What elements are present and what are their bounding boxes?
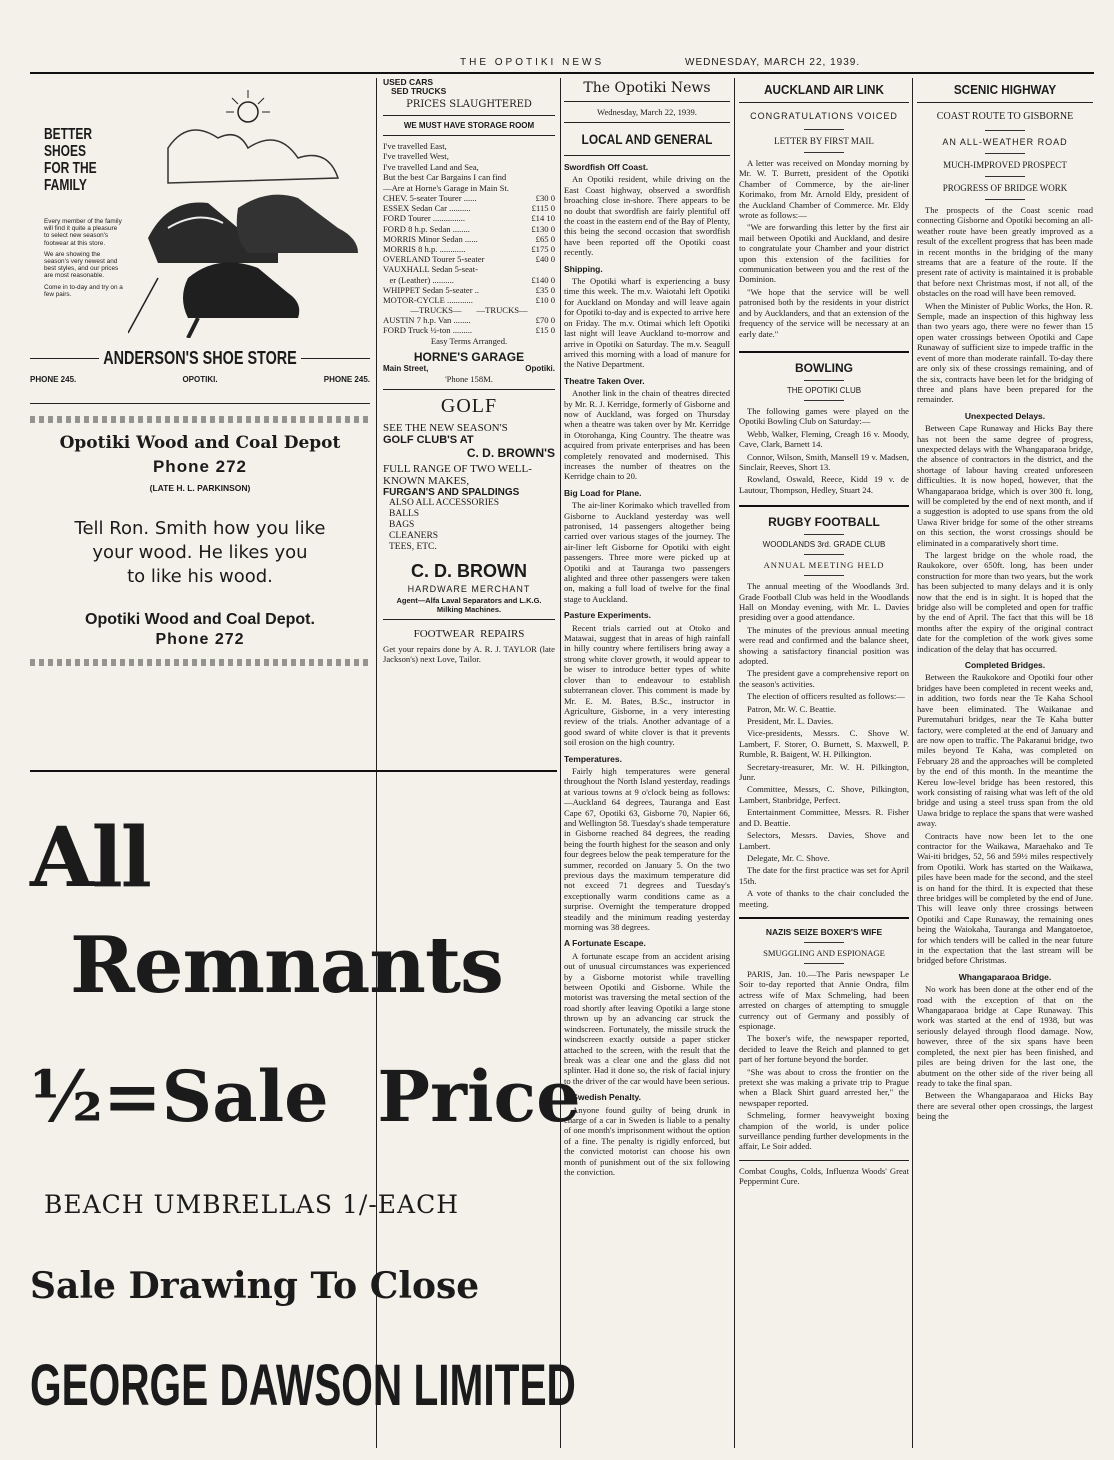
- column-rule: [734, 78, 735, 1448]
- article-heading: Temperatures.: [564, 753, 622, 764]
- article-text: Schmeling, former heavyweight boxing champion of the world, is under police surveillance pending further developments in the affair, Le Soir added.: [739, 1110, 909, 1152]
- divider: [917, 102, 1093, 103]
- repairs-advert: [383, 628, 555, 665]
- divider: [564, 155, 730, 156]
- car-name: MORRIS 8 h.p. ............: [383, 244, 466, 255]
- wood-slogan-line: Tell Ron. Smith how you like: [74, 518, 326, 539]
- ads-column-2: [383, 78, 555, 768]
- golf-accessory: TEES, ETC.: [389, 541, 437, 552]
- airlink-title: AUCKLAND AIR LINK: [764, 82, 884, 97]
- golf-accessory: BALLS: [389, 508, 420, 519]
- car-name: FORD 8 h.p. Sedan ........: [383, 223, 470, 234]
- divider: [985, 153, 1025, 154]
- bowling-title: BOWLING: [795, 360, 853, 375]
- car-price: £115 0: [531, 203, 555, 214]
- divider: [804, 400, 844, 401]
- article-text: Connor, Wilson, Smith, Mansell 19 v. Madsen, Sinclair, Reeves, Short 13.: [739, 451, 909, 472]
- repairs-body: Get your repairs done by A. R. J. TAYLOR (late Jackson's) next Love, Tailor.: [383, 643, 555, 665]
- truck-row: [383, 325, 555, 335]
- article-text: Secretary-treasurer, Mr. W. H. Pilkington, Junr.: [739, 761, 909, 783]
- article-heading: Whangaparaoa Bridge.: [958, 971, 1052, 982]
- truck-price: £70 0: [535, 315, 555, 326]
- golf-line: GOLF CLUB'S AT: [383, 433, 474, 446]
- shoe-town: OPOTIKI.: [182, 375, 218, 384]
- car-row: [383, 203, 555, 213]
- article-text: The election of officers resulted as follows:—: [747, 691, 905, 702]
- highway-subtitle: PROGRESS OF BRIDGE WORK: [942, 183, 1068, 193]
- verse-line: —Are at Horne's Garage in Main St.: [383, 182, 509, 193]
- car-price: £40 0: [535, 254, 555, 265]
- divider: [739, 351, 909, 353]
- divider: [804, 575, 844, 576]
- article-heading: A Swedish Penalty.: [564, 1092, 641, 1103]
- verse-line: I've travelled West,: [383, 151, 449, 162]
- car-price: £175 0: [531, 244, 555, 255]
- article-heading: Big Load for Plane.: [564, 487, 642, 498]
- divider: [804, 942, 844, 943]
- article-text: A letter was received on Monday morning by Mr. W. T. Burrett, president of the Opotiki Chamber of Commerce, by the air-liner Korimako, from Mr. Arnold Eldy, president of the Auckland Chamber of Commerce. Mr. Eldy wrote as follows:—: [739, 158, 909, 221]
- verse-line: I've travelled East,: [383, 141, 447, 151]
- sale-half-price: ½=Sale Price: [30, 1055, 581, 1138]
- wood-phone: Phone 272: [152, 457, 248, 476]
- shoes-illustration: [128, 88, 368, 338]
- shoe-body: [44, 218, 124, 298]
- shoe-phone-left: PHONE 245.: [30, 375, 77, 384]
- nazis-body: [739, 969, 909, 1152]
- wood-phone-2: Phone 272: [155, 631, 245, 648]
- article-text: Patron, Mr. W. C. Beattie.: [747, 703, 837, 714]
- article-text: Entertainment Committee, Messrs. R. Fisher and D. Beattie.: [739, 807, 909, 828]
- article-heading: Swordfish Off Coast.: [564, 162, 649, 172]
- wood-late: (LATE H. L. PARKINSON): [149, 483, 251, 493]
- ornament-border-bottom: [30, 659, 370, 666]
- divider: [985, 130, 1025, 131]
- divider: [804, 963, 844, 964]
- article-text: Vice-presidents, Messrs. C. Shove W. Lambert, F. Storer, O. Burnett, S. Maxwell, P. Rumble, R. Baigent, W. H. Pilkington.: [739, 728, 909, 760]
- rugby-meeting: ANNUAL MEETING HELD: [763, 560, 885, 571]
- shoe-body-text: Come in to-day and try on a few pairs.: [44, 283, 123, 298]
- verse-line: But the best Car Bargains I can find: [383, 172, 507, 183]
- shoe-headline-line: BETTER: [44, 126, 92, 143]
- garage-address: [383, 364, 555, 374]
- shoe-headline-line: FAMILY: [44, 177, 87, 194]
- easy-terms: Easy Terms Arranged.: [430, 335, 508, 346]
- article-text: When the Minister of Public Works, the Hon. R. Semple, made an inspection of this highway less than two years ago, there were no fewer than 15 open water crossings between Opotiki and Cape Runaway of sufficient size to impede traffic in the event of more than moderate rainfall. To-day there are only six of these crossings remaining, and of the six, contracts have been let for the bridging of three and plans have been prepared for the remainder.: [917, 300, 1093, 405]
- golf-line: KNOWN MAKES,: [383, 474, 470, 487]
- masthead-title: THE OPOTIKI NEWS: [460, 57, 605, 68]
- car-row: [383, 254, 555, 264]
- divider: [564, 101, 730, 102]
- article-heading: Unexpected Delays.: [964, 410, 1046, 421]
- wood-slogan-line: your wood. He likes you: [92, 542, 308, 563]
- garage-phone: 'Phone 158M.: [445, 373, 493, 384]
- article-text: Between Cape Runaway and Hicks Bay there has not been the same degree of progress, unexpected delays with the Whangaparaoa bridge, the absence of contractors in the district, and the shortage of labour having created unforeseen difficulties. It is now hoped, however, that the Whangaparaoa bridge, which is over 300 ft. long, will be completed by the end of next month, and if a suggestion is adopted to use spans from the old Uawa River bridge for some of the other streams on this section, the worst crossings should be eliminated in a comparatively short time.: [917, 423, 1093, 548]
- local-news-body: [564, 162, 730, 1177]
- car-price: £130 0: [531, 223, 555, 234]
- car-row: [383, 275, 555, 285]
- cd-brown: C. D. BROWN: [411, 560, 527, 581]
- truck-row: [383, 315, 555, 325]
- divider: [30, 403, 370, 404]
- local-news-column: [564, 78, 730, 1450]
- article-heading: A Fortunate Escape.: [564, 938, 646, 949]
- article-text: The boxer's wife, the newspaper reported, decided to leave the Reich and planned to get part of her fortune beyond the border.: [739, 1033, 909, 1065]
- car-price: £65 0: [535, 233, 555, 244]
- article-text: Another link in the chain of theatres directed by Mr. R. J. Kerridge, formerly of Gisborne and now of Auckland, was forged on Thursday when a theatre was taken over by Mr. Kerridge in Otorohanga, King Country. The theatre was acquired from private enterprises and has been completely renovated and modernised. This increases the number of theatres on the Kerridge chain to 20.: [564, 388, 730, 482]
- column-rule: [560, 78, 561, 1448]
- article-text: "We hope that the service will be well patronised both by the residents in your district and by Aucklanders, and that an extension of the frequency of the service will be necessary at an early date.": [739, 286, 909, 339]
- rugby-body: [739, 581, 909, 909]
- article-text: Delegate, Mr. C. Shove.: [747, 852, 830, 863]
- divider: [985, 199, 1025, 200]
- car-name: FORD Tourer ...............: [383, 213, 466, 224]
- highway-subtitle: AN ALL-WEATHER ROAD: [942, 137, 1068, 147]
- used-cars-heading: USED CARS: [383, 78, 434, 87]
- cough-cure-ad: Combat Coughs, Colds, Influenza Woods' Great Peppermint Cure.: [739, 1165, 909, 1187]
- golf-accessory: CLEANERS: [389, 530, 439, 541]
- news-nameplate: The Opotiki News: [583, 80, 711, 96]
- car-price: £10 0: [535, 295, 555, 306]
- divider: [804, 129, 844, 130]
- article-heading: Pasture Experiments.: [564, 610, 651, 621]
- article-text: Fairly high temperatures were general throughout the North Island yesterday, readings at various towns at 9 o'clock being as follows:—Auckland 64 degrees, Tauranga and East Cape 67, Opotiki 63, Gisborne 70, Napier 66, and Wellington 58. Tuesday's shade temperature in Gisborne reached 84 degrees, the reading being the fourth highest for the season and only four degrees below the peak temperature for the summer, recorded on January 5. On the two previous days the maximum temperature did not exceed 71 degrees and Tuesday's exceptionally warm conditions came as a surprise. Overnight the temperature dropped steadily and the minimum reading yesterday morning was 38 degrees.: [564, 765, 730, 933]
- divider: [383, 389, 555, 390]
- divider: [985, 176, 1025, 177]
- nazis-title: NAZIS SEIZE BOXER'S WIFE: [765, 926, 883, 937]
- article-text: Rowland, Oswald, Reece, Kidd 19 v. de Lautour, Thompson, Hedley, Stuart 24.: [739, 474, 909, 495]
- airlink-body: [739, 158, 909, 339]
- sun-icon: [238, 102, 258, 122]
- divider: [383, 115, 555, 116]
- verse-line: I've travelled Land and Sea,: [383, 161, 479, 172]
- article-text: "We are forwarding this letter by the first air mail between Opotiki and Auckland, and desire to congratulate your Chamber and your district upon this extension of the facilities for communication between you and the rest of the Dominion.: [739, 222, 909, 285]
- article-text: PARIS, Jan. 10.—The Paris newspaper Le Soir to-day reported that Annie Ondra, film actress wife of Max Schmeling, had been arrested on charges of attempting to smuggle currency out of Germany and possibly of espionage.: [739, 968, 909, 1031]
- truck-name: AUSTIN 7 h.p. Van ........: [383, 315, 471, 326]
- golf-line: FURGAN'S AND SPALDINGS: [383, 486, 520, 498]
- car-name: VAUXHALL Sedan 5-seat-: [383, 264, 478, 275]
- article-text: The date for the first practice was set for April 15th.: [739, 865, 909, 886]
- golf-accessory: BAGS: [389, 519, 415, 530]
- car-price: £140 0: [531, 274, 555, 285]
- article-text: The air-liner Korimako which travelled from Gisborne to Auckland yesterday was well patronised, 14 passengers altogether being carried over various stages of the journey. The air-liner left Gisborne for Opotiki with eight passengers. Three more were picked up at Opotiki and at Tauranga two passengers alighted and three other passengers were taken on, making a full load of twelve for the final stage to Auckland.: [564, 500, 730, 604]
- shoe-store-name: ANDERSON'S SHOE STORE: [103, 348, 297, 368]
- truck-name: FORD Truck ½-ton .........: [383, 325, 473, 336]
- divider: [739, 505, 909, 507]
- golf-line: FULL RANGE OF TWO WELL-: [383, 462, 532, 475]
- car-row: [383, 193, 555, 203]
- nazis-subtitle: SMUGGLING AND ESPIONAGE: [763, 947, 885, 958]
- article-text: Webb, Walker, Fleming, Creagh 16 v. Moody, Cave, Clark, Barnett 14.: [739, 428, 909, 450]
- divider: [383, 135, 555, 136]
- article-text: Between the Raukokore and Opotiki four other bridges have been completed in recent weeks and, in addition, two fords near the Te Kaha School have been eliminated. The Waikanae and Puremutahuri bridges, near the Te Kaha butter factory, were completed at the end of January and are now open to traffic. The Pakaranui bridge, two miles beyond Te Kaha, was completed on February 28 and the approaches will be completed by the end of this month. In the meantime the Kereu low-level bridge has been restored, this work consisting of raising what was left of the old bridge and using a steel truss span from the old Uawa bridge to replace the spans that were washed away.: [917, 672, 1093, 829]
- article-text: Between the Whangaparaoa and Hicks Bay there are several other open crossings, the largest being the: [917, 1090, 1093, 1122]
- car-row: [383, 224, 555, 234]
- sale-company: GEORGE DAWSON LIMITED: [30, 1353, 576, 1418]
- car-name: er (Leather) ..........: [383, 274, 454, 285]
- bowling-body: [739, 406, 909, 495]
- car-row: [383, 295, 555, 305]
- verse: [383, 141, 555, 193]
- sale-drawing: Sale Drawing To Close: [30, 1265, 480, 1307]
- article-text: Recent trials carried out at Otoko and Matawai, suggest that in areas of high rainfall in hilly country where fertilisers bring away a strong white clover growth, it would appear to be wiser to introduce better types of white clover than to endeavour to establish subterranean clover. This comment is made by Mr. E. M. Bates, B.Sc., instructor in Agriculture, Gisborne, in a very interesting review of the trials. Another advantage of a good sward of white clover is that it prevents soil erosion on the high country.: [564, 622, 730, 748]
- divider: [564, 122, 730, 123]
- garage-town: Opotiki.: [525, 363, 555, 373]
- rugby-title: RUGBY FOOTBALL: [768, 515, 880, 530]
- shoe-body-text: Every member of the family will find it quite a pleasure to select new season's footwear at this store.: [44, 218, 122, 247]
- shoe-phone-right: PHONE 245.: [323, 375, 370, 384]
- article-text: An Opotiki resident, while driving on the East Coast highway, observed a swordfish broaching close in-shore. There appears to be no doubt that swordfish are fairly plentiful off the coast in the eastern end of the Bay of Plenty, this being the second occasion that swordfish have been reported off the Opotiki coast recently.: [564, 174, 730, 258]
- divider: [739, 102, 909, 103]
- golf-brown: C. D. BROWN'S: [466, 445, 555, 460]
- article-text: Selectors, Messrs. Davies, Shove and Lambert.: [739, 830, 909, 851]
- rugby-subtitle: WOODLANDS 3rd. GRADE CLUB: [762, 540, 886, 550]
- airlink-subtitle: CONGRATULATIONS VOICED: [750, 111, 898, 121]
- divider: [804, 554, 844, 555]
- article-text: The following games were played on the Opotiki Bowling Club on Saturday:—: [739, 405, 909, 427]
- wood-coal-advert: [30, 416, 370, 746]
- wood-slogan-line: to like his wood.: [127, 566, 273, 587]
- section-heading: LOCAL AND GENERAL: [581, 131, 713, 147]
- shoe-body-text: We are showing the season's very newest and best styles, and our prices are most reasonable.: [44, 250, 119, 280]
- article-text: A vote of thanks to the chair concluded the meeting.: [739, 888, 909, 909]
- highway-subtitle: MUCH-IMPROVED PROSPECT: [943, 160, 1067, 170]
- car-name: WHIPPET Sedan 5-seater ..: [383, 284, 480, 295]
- car-price: £30 0: [535, 193, 555, 204]
- article-text: "She was about to cross the frontier on the pretext she was making a private trip to Prague when a Black Shirt guard arrested her," the newspaper reported.: [739, 1066, 909, 1108]
- hardware-merchant: HARDWARE MERCHANT: [407, 583, 531, 594]
- prices-slaughtered: PRICES SLAUGHTERED: [406, 99, 532, 110]
- article-text: The prospects of the Coast scenic road connecting Gisborne and Opotiki becoming an all-weather route have been greatly improved as a result of the excellent progress that has been made in recent months in the bridging of the many streams that are a feature of the route. If the present rate of activity is maintained it is probable that before next Christmas most, if not all, of the obstacles on the road will have been removed.: [917, 205, 1093, 299]
- shoe-headline-line: SHOES: [44, 143, 87, 160]
- masthead: [30, 54, 1094, 74]
- used-cars-advert: [383, 78, 555, 384]
- horne-garage: HORNE'S GARAGE: [413, 349, 525, 364]
- car-name: MORRIS Minor Sedan ......: [383, 233, 478, 244]
- article-text: No work has been done at the other end of the road with the exception of that on the Whangaparaoa bridge at Cape Runaway. This work was started at the end of 1938, but was seriously delayed through flood damage. Now, however, three of the six spans have been completed, the next pier has been finished, and piles are being driven for the last one, the abutment on the other side of the river being all ready to take the final span.: [917, 984, 1093, 1088]
- sale-remnants: Remnants: [70, 920, 503, 1011]
- divider: [739, 1160, 909, 1161]
- article-text: The annual meeting of the Woodlands 3rd. Grade Football Club was held in the Woodlands Hall on Monday evening, with Mr. L. Davies presiding over a good attendance.: [739, 581, 909, 623]
- divider: [804, 152, 844, 153]
- golf-agent: Agent—Alfa Laval Separators and L.K.G. Milking Machines.: [396, 595, 542, 614]
- divider: [383, 619, 555, 620]
- car-name: MOTOR-CYCLE ............: [383, 295, 473, 306]
- car-row: [383, 285, 555, 295]
- car-row: [383, 234, 555, 244]
- masthead-date: WEDNESDAY, MARCH 22, 1939.: [685, 57, 861, 68]
- divider: [804, 534, 844, 535]
- shoe-advert: [30, 78, 370, 398]
- wood-title: Opotiki Wood and Coal Depot: [59, 433, 341, 453]
- shoe-headline-line: FOR THE: [44, 160, 97, 177]
- car-row: [383, 213, 555, 223]
- car-price: £14 10: [531, 213, 555, 224]
- airlink-letter: LETTER BY FIRST MAIL: [774, 136, 874, 146]
- divider: [804, 380, 844, 381]
- truck-price: £15 0: [535, 325, 555, 336]
- column-rule: [912, 78, 913, 1448]
- highway-title: SCENIC HIGHWAY: [953, 82, 1057, 97]
- repairs-title: FOOTWEAR REPAIRS: [413, 627, 525, 640]
- car-price-list: [383, 193, 555, 346]
- article-text: Committee, Messrs, C. Shove, Pilkington, Lambert, Stanbridge, Perfect.: [739, 784, 909, 805]
- highway-body: [917, 205, 1093, 1122]
- divider: [739, 917, 909, 919]
- highway-subtitle: COAST ROUTE TO GISBORNE: [936, 111, 1074, 122]
- shoe-store-banner: [30, 348, 370, 384]
- car-row: [383, 244, 555, 254]
- car-name: OVERLAND Tourer 5-seater: [383, 254, 485, 265]
- news-column-4: [739, 78, 909, 1450]
- article-text: The Opotiki wharf is experiencing a busy time this week. The m.v. Waiotahi left Opotiki for Auckland on Monday and will leave again for Opotiki to-day and is expected to arrive here on Friday. The m.v. Otimai which left Opotiki last night will leave Auckland to-morrow and arrive in Opotiki on Saturday. The m.v. Seagull arrived this morning with a load of manure for the Native Department.: [564, 276, 730, 370]
- news-column-5: [917, 78, 1093, 1450]
- article-text: The president gave a comprehensive report on the season's activities.: [739, 668, 909, 689]
- article-heading: Shipping.: [564, 263, 603, 274]
- article-heading: Theatre Taken Over.: [564, 375, 645, 386]
- article-text: Contracts have now been let to the one contractor for the Waikawa, Maraehako and Te Wai-iti bridges, 52, 56 and 59½ miles respectively from Opotiki. Work has started on the Waikawa, piles have been made for the second, and the steel is on hand for the third. It is expected that these three bridges will be completed by the end of June. This will leave only three crossings between Opotiki and Cape Runaway, the remaining ones being the Waiokaha, Tauranga and Mangatoetoe, for which tenders will be called in the near future in the expectation that the last stream will be bridged before Christmas.: [917, 830, 1093, 966]
- garage-street: Main Street,: [383, 363, 429, 373]
- article-heading: Completed Bridges.: [964, 660, 1046, 671]
- car-name: CHEV. 5-seater Tourer ......: [383, 193, 477, 204]
- car-row: [383, 264, 555, 274]
- trucks-heading: —TRUCKS— —TRUCKS—: [410, 305, 528, 316]
- article-text: Anyone found guilty of being drunk in charge of a car in Sweden is liable to a penalty of one month's imprisonment without the option of a fine. The penalty is rigidly enforced, but the convicted motorist can choose his own month of punishment out of the six following the conviction.: [564, 1104, 730, 1177]
- bowling-subtitle: THE OPOTIKI CLUB: [786, 385, 862, 395]
- news-date: Wednesday, March 22, 1939.: [597, 107, 697, 117]
- golf-accessory: ALSO ALL ACCESSORIES: [389, 497, 499, 508]
- golf-advert: [383, 395, 555, 614]
- article-text: President, Mr. L. Davies.: [747, 716, 834, 727]
- golf-line: SEE THE NEW SEASON'S: [383, 421, 508, 434]
- article-text: The minutes of the previous annual meeting were read and confirmed and the balance sheet, showing a satisfactory financial position was adopted.: [739, 624, 909, 666]
- wood-slogan: [30, 517, 370, 589]
- ornament-border-top: [30, 416, 370, 423]
- storage-room: WE MUST HAVE STORAGE ROOM: [403, 121, 535, 130]
- golf-accessories: [383, 498, 555, 553]
- article-text: The largest bridge on the whole road, the Raukokore, over 650ft. long, has been under construction for more than two years, but the work has been subjected to many delays and it is only now that the end is in sight. It is hoped that the bridge also will be completed and open for traffic by the end of April. The fact that this will be 18 months after the expiry of the original contract date for the completion of the work gives some indication of the delay that has occurred.: [917, 550, 1093, 654]
- sale-umbrellas: BEACH UMBRELLAS 1/-EACH: [44, 1190, 460, 1219]
- article-text: A fortunate escape from an accident arising out of unusual circumstances was experienced by a Gisborne motorist while travelling between Opotiki and Gisborne. While the motorist was traversing the metal section of the road shortly after leaving Opotiki a large stone thrown up by an advancing car struck the windscreen. Fortunately, the missile struck the windscreen exactly outside a paper sticker attached to the screen, with the result that the break was a clear one and the glass did not splinter. Had it done so, the risk of facial injury to the driver of the car would have been serious.: [564, 950, 730, 1086]
- sale-advert: [30, 780, 581, 1450]
- golf-title: GOLF: [440, 394, 498, 417]
- sale-all: All: [30, 810, 150, 906]
- car-name: ESSEX Sedan Car ..........: [383, 203, 471, 214]
- used-trucks-heading: SED TRUCKS: [391, 86, 447, 96]
- shoe-headline: [44, 126, 97, 194]
- wood-title-2: Opotiki Wood and Coal Depot.: [85, 611, 315, 628]
- car-price: £35 0: [535, 284, 555, 295]
- divider: [30, 770, 557, 772]
